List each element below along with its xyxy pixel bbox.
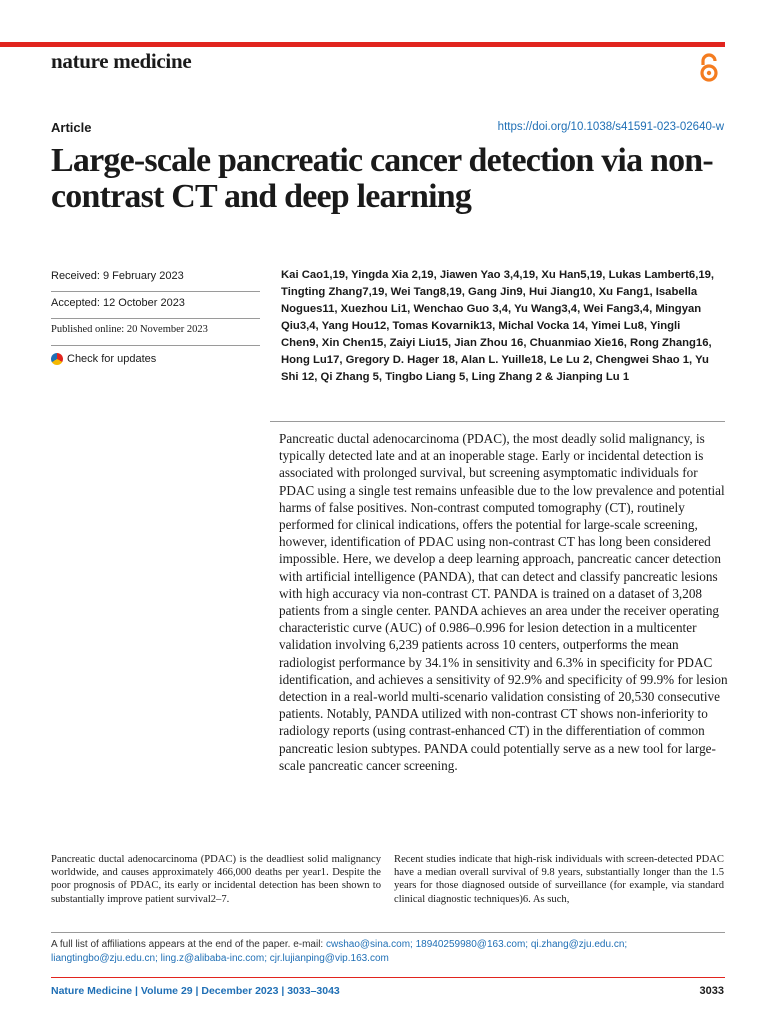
footer-citation[interactable]: Nature Medicine | Volume 29 | December 2023 | 3033–3043 <box>51 985 340 997</box>
footnote-divider <box>51 932 725 933</box>
footnote <box>51 938 725 966</box>
publication-dates <box>51 265 260 372</box>
article-title: Large-scale pancreatic cancer detection via non-contrast CT and deep learning <box>51 142 713 215</box>
body-column-left: Pancreatic ductal adenocarcinoma (PDAC) is the deadliest solid malignancy worldwide, and causes approximately 466,000 deaths per year1. Despite the poor prognosis of PDAC, its early or incidental detection has been shown to substantially improve patient survival2–7. <box>51 854 381 905</box>
check-updates-label: Check for updates <box>67 353 157 365</box>
published-date: Published online: 20 November 2023 <box>51 319 260 346</box>
author-list: Kai Cao1,19, Yingda Xia 2,19, Jiawen Yao 3,4,19, Xu Han5,19, Lukas Lambert6,19, Tingting Zhang7,19, Wei Tang8,19, Gang Jin9, Hui Jiang10, Xu Fang1, Isabella Nogues11, Xuezhou Li1, Wenchao Guo 3,4, Yu Wang3,4, Wei Fang3,4, Mingyan Qiu3,4, Yang Hou12, Tomas Kovarnik13, Michal Vocka 14, Yimei Lu8, Yingli Chen9, Xin Chen15, Zaiyi Liu15, Jian Zhou 16, Chuanmiao Xie16, Rong Zhang16, Hong Lu17, Gregory D. Hager 18, Alan L. Yuille18, Le Lu 2, Chengwei Shao 1, Yu Shi 12, Qi Zhang 5, Tingbo Liang 5, Ling Zhang 2 & Jianping Lu 1 <box>281 269 715 383</box>
abstract-divider <box>270 421 725 422</box>
journal-name[interactable]: nature medicine <box>51 49 192 73</box>
check-updates-icon <box>51 353 63 365</box>
page-number: 3033 <box>699 985 724 997</box>
email-links[interactable]: cwshao@sina.com; 18940259980@163.com; qi.zhang@zju.edu.cn; liangtingbo@zju.edu.cn; ling.z@alibaba-inc.com; cjr.lujianping@vip.163.com <box>51 939 628 964</box>
open-access-icon <box>698 53 720 83</box>
header-accent-bar <box>0 42 725 47</box>
affiliations-note: A full list of affiliations appears at the end of the paper. e-mail: <box>51 939 324 950</box>
footer-divider <box>51 977 725 978</box>
received-date: Received: 9 February 2023 <box>51 265 260 292</box>
body-column-right: Recent studies indicate that high-risk individuals with screen-detected PDAC have a median overall survival of 9.8 years, substantially longer than the 1.5 years for those diagnosed outside of surveillance (for example, via standard clinical diagnostic techniques)6. As such, <box>394 854 724 905</box>
article-type: Article <box>51 120 92 135</box>
doi-link[interactable]: https://doi.org/10.1038/s41591-023-02640-w <box>497 121 724 133</box>
abstract: Pancreatic ductal adenocarcinoma (PDAC), the most deadly solid malignancy, is typically detected late and at an inoperable stage. Early or incidental detection is associated with prolonged survival, but screening asymptomatic individuals for PDAC using a single test remains unfeasible due to the low prevalence and potential harms of false positives. Non-contrast computed tomography (CT), routinely performed for clinical indications, offers the potential for large-scale screening, however, identification of PDAC using non-contrast CT has long been considered impossible. Here, we develop a deep learning approach, pancreatic cancer detection with artificial intelligence (PANDA), that can detect and classify pancreatic lesions with high accuracy via non-contrast CT. PANDA is trained on a dataset of 3,208 patients from a single center. PANDA achieves an area under the receiver operating characteristic curve (AUC) of 0.986–0.996 for lesion detection in a multicenter validation involving 6,239 patients across 10 centers, outperforms the mean radiologist performance by 34.1% in sensitivity and 6.3% in specificity for PDAC identification, and achieves a sensitivity of 92.9% and specificity of 99.9% for lesion detection in a real-world multi-scenario validation consisting of 20,530 consecutive patients. Notably, PANDA utilized with non-contrast CT shows non-inferiority to radiology reports (using contrast-enhanced CT) in the differentiation of common pancreatic lesion subtypes. PANDA could potentially serve as a new tool for large-scale pancreatic cancer screening. <box>279 431 728 773</box>
accepted-date: Accepted: 12 October 2023 <box>51 292 260 319</box>
check-updates-button[interactable] <box>51 346 260 372</box>
